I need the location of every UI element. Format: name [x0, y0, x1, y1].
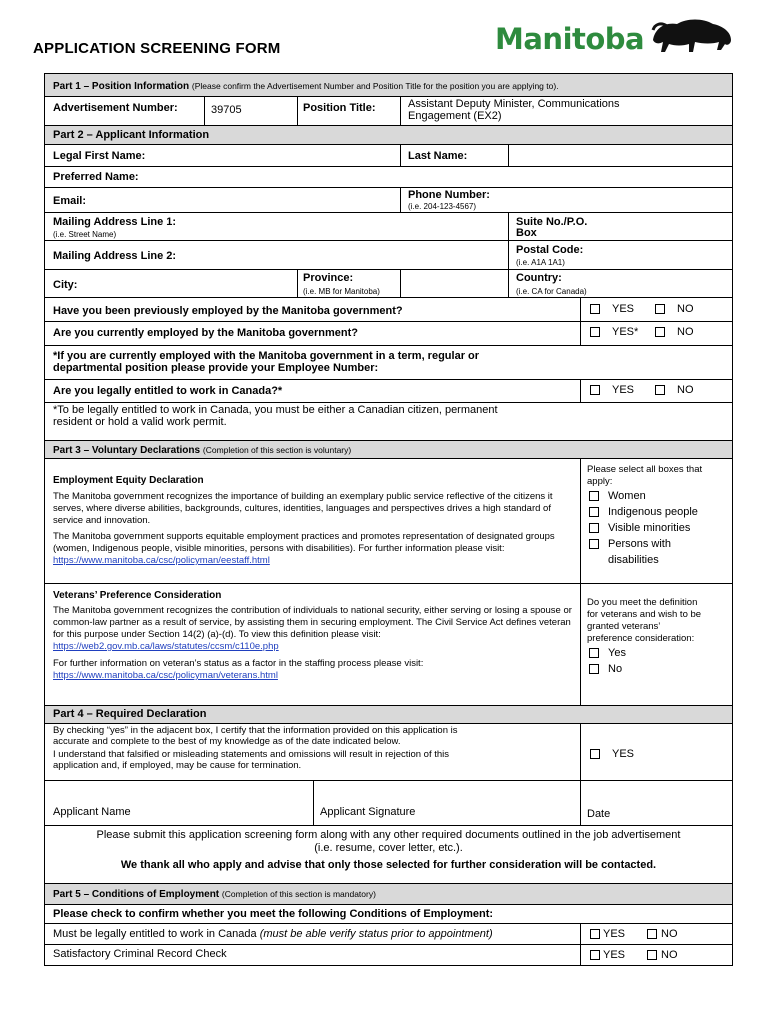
employee-note-line1: *If you are currently employed with the Manitoba government in a term, regular or — [53, 350, 480, 362]
form-title: APPLICATION SCREENING FORM — [33, 40, 281, 57]
postal-code-field[interactable] — [601, 241, 731, 268]
submit-line2: (i.e. resume, cover letter, etc.). — [314, 842, 463, 854]
cond2-yes-label: YES — [603, 949, 626, 961]
phone-hint: (i.e. 204-123-4567) — [408, 202, 477, 211]
cond1-no-checkbox[interactable] — [647, 929, 657, 939]
part4-heading: Part 4 – Required Declaration — [53, 708, 207, 720]
veteran-yes-checkbox[interactable] — [589, 648, 599, 658]
q-currently-employed: Are you currently employed by the Manitoba government? — [53, 327, 358, 339]
vet-link-1[interactable]: https://web2.gov.mb.ca/laws/statutes/ccsm/c110e.php — [53, 641, 279, 652]
cond1-yes-checkbox[interactable] — [590, 929, 600, 939]
select-all-line1: Please select all boxes that — [587, 464, 703, 475]
prev-employed-yes-checkbox[interactable] — [590, 304, 600, 314]
manitoba-logo — [495, 14, 735, 58]
legal-first-name-label: Legal First Name: — [53, 150, 146, 162]
vet-para2: For further information on veteran’s status as a factor in the staffing process please visit: https://www.manitoba.ca/csc/policyman/veterans.html — [53, 658, 424, 681]
women-checkbox[interactable] — [589, 491, 599, 501]
women-label: Women — [608, 490, 646, 502]
visible-minorities-label: Visible minorities — [608, 522, 691, 534]
city-field[interactable] — [201, 270, 296, 296]
preferred-name-label: Preferred Name: — [53, 171, 139, 183]
cond1-no-label: NO — [661, 928, 678, 940]
last-name-field[interactable] — [509, 145, 731, 165]
condition-2: Satisfactory Criminal Record Check — [53, 948, 227, 960]
province-label: Province: — [303, 272, 354, 284]
country-hint: (i.e. CA for Canada) — [516, 287, 587, 296]
vet-para1: The Manitoba government recognizes the contribution of individuals to national security, either serving or losing a spouse or common-law partner as a result of service, by assisting them in securing employment. The Civil Service Act defines veteran for this purpose under Section 14(2) (a)-(d). To view this definition please visit: https://web2.gov.mb.ca/laws/statutes/ccsm/c110e.php — [53, 605, 572, 652]
ad-number-value: 39705 — [211, 104, 242, 116]
suite-label-line1: Suite No./P.O. — [516, 216, 588, 228]
veteran-yes-label: Yes — [608, 647, 626, 659]
mailing-address-1-field[interactable] — [201, 213, 507, 239]
phone-number-label: Phone Number: — [408, 189, 490, 201]
part3-heading: Part 3 – Voluntary Declarations — [53, 445, 201, 456]
curr-employed-no-label: NO — [677, 326, 694, 338]
ee-para1: The Manitoba government recognizes the importance of building an exemplary public service reflective of the citizens it serves, where diverse abilities, backgrounds, cultures, identities, languages and perspectives drives a high standard of service and innovation. — [53, 491, 553, 526]
prev-employed-no-label: NO — [677, 303, 694, 315]
legal-first-name-field[interactable] — [201, 145, 399, 165]
q-previously-employed: Have you been previously employed by the Manitoba government? — [53, 305, 403, 317]
decl-line4: application and, if employed, may be cause for termination. — [53, 760, 302, 771]
prev-employed-yes-label: YES — [612, 303, 635, 315]
part1-note: (Please confirm the Advertisement Number and Position Title for the position you are applying to). — [191, 81, 559, 91]
applicant-signature-label: Applicant Signature — [320, 806, 416, 818]
preferred-name-field[interactable] — [201, 167, 731, 186]
city-label: City: — [53, 279, 78, 291]
decl-line3: I understand that falsified or misleading statements and omissions will result in rejection of this — [53, 749, 450, 760]
persons-with-disabilities-checkbox[interactable] — [589, 539, 599, 549]
vet-q-line4: preference consideration: — [587, 633, 695, 644]
indigenous-checkbox[interactable] — [589, 507, 599, 517]
vet-link-2[interactable]: https://www.manitoba.ca/csc/policyman/veterans.html — [53, 670, 278, 681]
legally-entitled-no-checkbox[interactable] — [655, 385, 665, 395]
ee-title: Employment Equity Declaration — [53, 475, 204, 486]
email-label: Email: — [53, 195, 87, 207]
position-title-line1: Assistant Deputy Minister, Communications — [408, 98, 620, 110]
employee-note-line2: departmental position please provide your Employee Number: — [53, 362, 379, 374]
select-all-line2: apply: — [587, 476, 613, 487]
vet-q-line1: Do you meet the definition — [587, 597, 698, 608]
disabilities-label: disabilities — [608, 554, 659, 566]
postal-code-label: Postal Code: — [516, 244, 584, 256]
part5-heading: Part 5 – Conditions of Employment — [53, 889, 220, 900]
indigenous-label: Indigenous people — [608, 506, 698, 518]
cond2-no-checkbox[interactable] — [647, 950, 657, 960]
decl-line2: accurate and complete to the best of my knowledge as of the date indicated below. — [53, 736, 401, 747]
position-title-label: Position Title: — [303, 102, 376, 114]
vet-title: Veterans’ Preference Consideration — [53, 590, 222, 601]
phone-number-field[interactable] — [509, 188, 731, 211]
applicant-signature-field[interactable] — [314, 781, 579, 803]
email-field[interactable] — [201, 188, 399, 211]
employee-number-field[interactable] — [360, 361, 730, 377]
curr-employed-yes-label: YES* — [612, 326, 639, 338]
legally-entitled-yes-label: YES — [612, 384, 635, 396]
persons-with-label: Persons with — [608, 538, 671, 550]
suite-field[interactable] — [601, 213, 731, 239]
country-field[interactable] — [601, 270, 731, 296]
prev-employed-no-checkbox[interactable] — [655, 304, 665, 314]
legal-note-line2: resident or hold a valid work permit. — [53, 416, 227, 428]
thanks-note: We thank all who apply and advise that only those selected for further consideration will be contacted. — [120, 859, 657, 871]
cond2-yes-checkbox[interactable] — [590, 950, 600, 960]
vet-q-line2: for veterans and wish to be — [587, 609, 702, 620]
curr-employed-yes-checkbox[interactable] — [590, 327, 600, 337]
declaration-yes-label: YES — [612, 748, 635, 760]
date-field[interactable] — [581, 781, 731, 803]
mailing-address-1-label: Mailing Address Line 1: — [53, 216, 177, 228]
condition-1: Must be legally entitled to work in Canada (must be able verify status prior to appointment) — [53, 928, 493, 940]
bison-icon — [647, 14, 735, 58]
decl-line1: By checking “yes” in the adjacent box, I certify that the information provided on this application is — [53, 725, 458, 736]
date-label: Date — [587, 808, 611, 820]
veteran-no-checkbox[interactable] — [589, 664, 599, 674]
province-hint: (i.e. MB for Manitoba) — [303, 287, 380, 296]
logo-text: Manitoba — [495, 22, 645, 56]
part1-heading: Part 1 – Position Information — [53, 81, 190, 92]
cond1-yes-label: YES — [603, 928, 626, 940]
ad-number-label: Advertisement Number: — [53, 102, 178, 114]
q-legally-entitled: Are you legally entitled to work in Canada?* — [53, 385, 283, 397]
applicant-name-label: Applicant Name — [53, 806, 131, 818]
ee-link[interactable]: https://www.manitoba.ca/csc/policyman/eestaff.html — [53, 555, 270, 566]
mailing-address-2-field[interactable] — [201, 241, 507, 268]
postal-hint: (i.e. A1A 1A1) — [516, 258, 565, 267]
cond2-no-label: NO — [661, 949, 678, 961]
part3-note: (Completion of this section is voluntary) — [202, 445, 352, 455]
suite-label-line2: Box — [516, 227, 537, 239]
legally-entitled-yes-checkbox[interactable] — [590, 385, 600, 395]
applicant-name-field[interactable] — [46, 781, 312, 803]
submit-line1: Please submit this application screening form along with any other required documents outlined in the job advertisement — [96, 829, 681, 841]
ee-para2: The Manitoba government supports equitable employment practices and promotes representation of designated groups (women, Indigenous people, visible minorities, persons with disabilities). For further information please visit: https://www.manitoba.ca/csc/policyman/eestaff.html — [53, 531, 555, 566]
legal-note-line1: *To be legally entitled to work in Canada, you must be either a Canadian citizen, permanent — [53, 404, 498, 416]
curr-employed-no-checkbox[interactable] — [655, 327, 665, 337]
mailing-address-1-hint: (i.e. Street Name) — [53, 230, 117, 239]
visible-minorities-checkbox[interactable] — [589, 523, 599, 533]
province-field[interactable] — [401, 270, 507, 296]
part2-heading: Part 2 – Applicant Information — [53, 129, 210, 141]
last-name-label: Last Name: — [408, 150, 468, 162]
country-label: Country: — [516, 272, 562, 284]
legally-entitled-no-label: NO — [677, 384, 694, 396]
part5-instruction: Please check to confirm whether you meet the following Conditions of Employment: — [53, 908, 494, 920]
vet-q-line3: granted veterans’ — [587, 621, 661, 632]
part5-note: (Completion of this section is mandatory) — [221, 889, 376, 899]
declaration-yes-checkbox[interactable] — [590, 749, 600, 759]
mailing-address-2-label: Mailing Address Line 2: — [53, 250, 177, 262]
veteran-no-label: No — [608, 663, 623, 675]
position-title-line2: Engagement (EX2) — [408, 110, 502, 122]
